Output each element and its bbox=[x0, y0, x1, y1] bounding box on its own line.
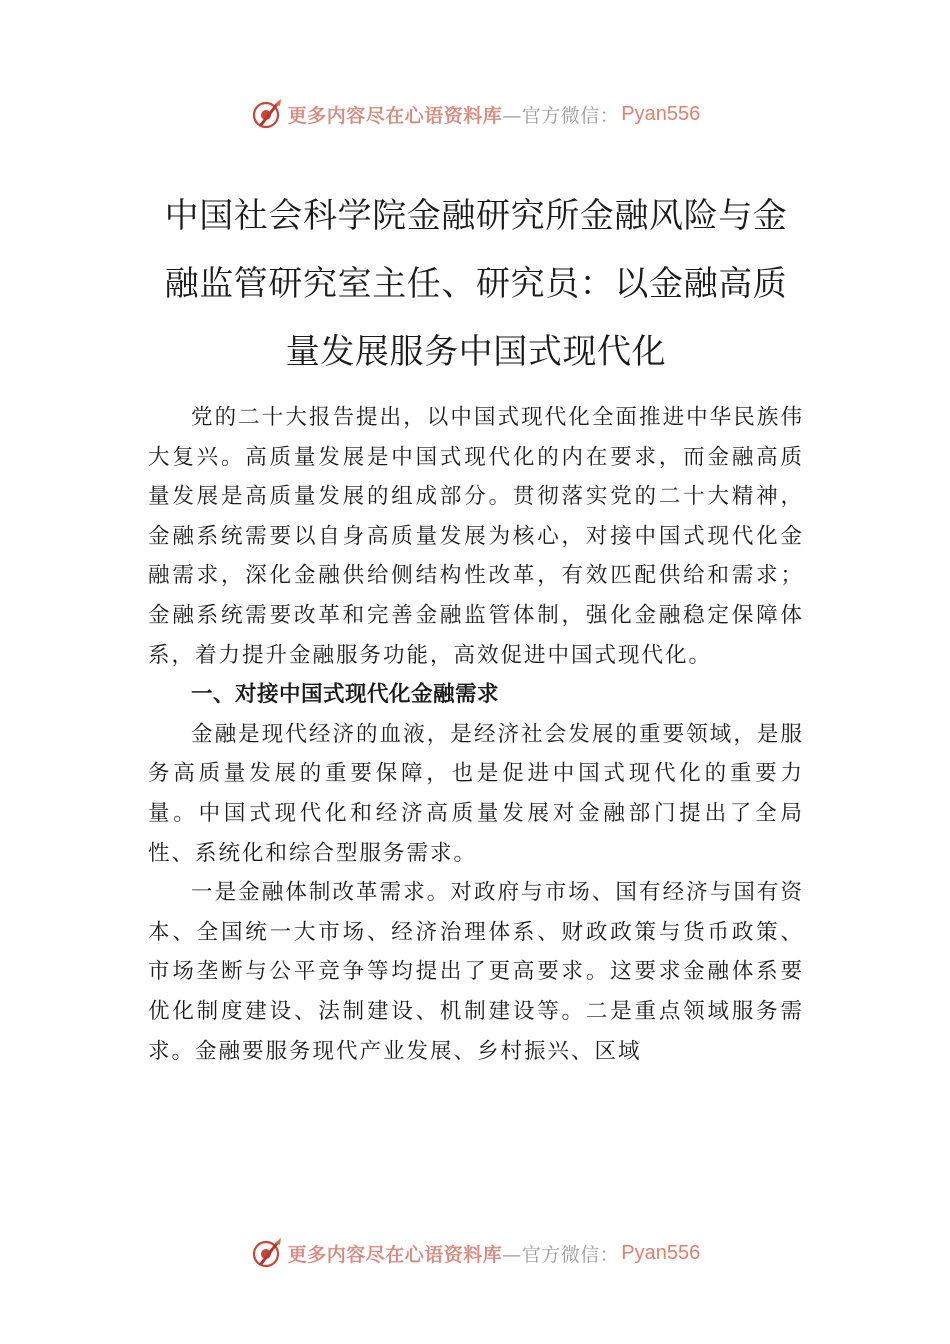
paragraph-intro: 党的二十大报告提出，以中国式现代化全面推进中华民族伟大复兴。高质量发展是中国式现代化的内在要求，而金融高质量发展是高质量发展的组成部分。贯彻落实党的二十大精神，金融系统需要以自身高质量发展为核心，对接中国式现代化金融需求，深化金融供给侧结构性改革，有效匹配供给和需求；金融系统需要改革和完善金融监管体制，强化金融稳定保障体系，着力提升金融服务功能，高效促进中国式现代化。 bbox=[148, 405, 804, 668]
header-banner bbox=[0, 94, 950, 134]
banner-account-text: Pyan556 bbox=[621, 102, 701, 125]
document-title: 中国社会科学院金融研究所金融风险与金融监管研究室主任、研究员：以金融高质量发展服务中国式现代化 bbox=[164, 196, 788, 372]
banner-separator-text: —官方微信： bbox=[502, 1243, 620, 1266]
quill-seal-icon bbox=[250, 97, 284, 131]
footer-banner bbox=[0, 1233, 950, 1273]
banner-brand-text: 更多内容尽在心语资料库 bbox=[287, 1243, 503, 1266]
paragraph-reform-demand: 一是金融体制改革需求。对政府与市场、国有经济与国有资本、全国统一大市场、经济治理体系、财政政策与货币政策、市场垄断与公平竞争等均提出了更高要求。这要求金融体系要优化制度建设、法制建设、机制建设等。二是重点领域服务需求。金融要服务现代产业发展、乡村振兴、区域 bbox=[148, 880, 804, 1064]
quill-seal-icon bbox=[250, 1236, 284, 1270]
section-heading-1: 一、对接中国式现代化金融需求 bbox=[191, 682, 500, 708]
banner-brand-text: 更多内容尽在心语资料库 bbox=[287, 104, 503, 127]
paragraph-finance-role: 金融是现代经济的血液，是经济社会发展的重要领域，是服务高质量发展的重要保障，也是促进中国式现代化的重要力量。中国式现代化和经济高质量发展对金融部门提出了全局性、系统化和综合型服务需求。 bbox=[148, 721, 804, 866]
document-body bbox=[148, 398, 804, 1071]
banner-account-text: Pyan556 bbox=[621, 1241, 701, 1264]
banner-separator-text: —官方微信： bbox=[502, 104, 620, 127]
